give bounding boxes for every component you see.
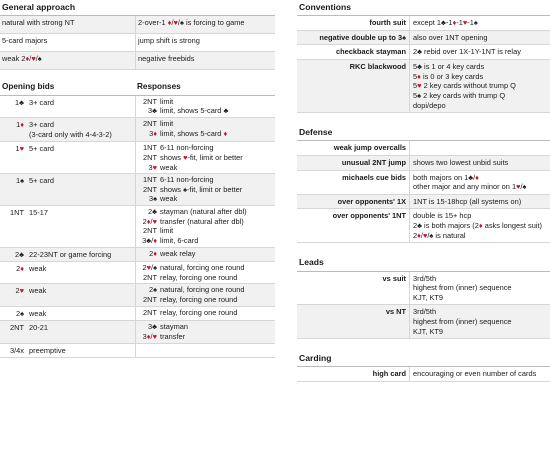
opening-bid: 2♥ xyxy=(15,286,24,296)
opening-bid-description xyxy=(26,248,135,262)
opening-bid-row xyxy=(0,96,275,118)
response-meaning: weak relay xyxy=(160,248,196,258)
conventions-row xyxy=(297,16,550,31)
defense-value xyxy=(409,141,550,155)
opening-bid-description xyxy=(26,118,135,141)
general-approach-cell: natural with strong NT xyxy=(2,18,75,28)
defense-label: weak jump overcalls xyxy=(333,143,406,153)
opening-bid: 1NT xyxy=(10,208,24,218)
responses-cell xyxy=(135,284,275,305)
opening-bid-description-line: 20-21 xyxy=(29,323,48,333)
conventions-value xyxy=(409,31,550,45)
carding-title: Carding xyxy=(297,351,550,367)
response-line xyxy=(136,119,275,129)
opening-bid-description xyxy=(26,174,135,205)
opening-bid: 1♦ xyxy=(16,120,24,130)
response-line xyxy=(136,129,275,139)
response-meaning: limit, shows 5-card ♣ xyxy=(160,106,229,116)
leads-value-line: KJT, KT9 xyxy=(413,326,444,336)
response-line xyxy=(136,97,275,107)
general-approach-cell: 5-card majors xyxy=(2,36,48,46)
opening-bid-description-line: preemptive xyxy=(29,345,66,355)
conventions-row xyxy=(297,60,550,113)
defense-row xyxy=(297,209,550,243)
opening-bid-description xyxy=(26,344,135,358)
response-meaning: natural, forcing one round xyxy=(160,285,245,295)
defense-value-line: 2♣ is both majors (2♦ asks longest suit) xyxy=(413,221,543,231)
conventions-row xyxy=(297,31,550,46)
response-meaning: transfer (natural after dbl) xyxy=(160,216,244,226)
opening-bid-description-line: weak xyxy=(29,308,47,318)
responses-cell xyxy=(135,344,275,358)
defense-value xyxy=(409,209,550,242)
opening-bid-description-line: 5+ card xyxy=(29,144,54,154)
responses-cell xyxy=(135,206,275,247)
conventions-value xyxy=(409,60,550,112)
carding-value-line: encouraging or even number of cards xyxy=(413,369,537,379)
response-bid: 2♥/♠ xyxy=(142,263,157,273)
opening-bid-row xyxy=(0,248,275,263)
response-bid: 3♣ xyxy=(148,106,157,116)
conventions-value-line: 5♣ is 1 or 4 key cards xyxy=(413,62,485,72)
response-meaning: shows ♥-fit, limit or better xyxy=(160,152,243,162)
response-meaning: natural, forcing one round xyxy=(160,263,245,273)
response-bid: 3♦ xyxy=(149,128,157,138)
response-line xyxy=(136,285,275,295)
conventions-label: fourth suit xyxy=(369,18,406,28)
general-approach-table xyxy=(0,16,275,70)
responses-cell xyxy=(135,262,275,283)
leads-value xyxy=(409,272,550,305)
defense-label: over opponents' 1NT xyxy=(332,211,406,221)
response-bid: 3♣/♦ xyxy=(142,235,157,245)
left-column xyxy=(0,0,275,358)
response-bid: 2NT xyxy=(143,307,157,317)
response-bid: 2NT xyxy=(143,226,157,236)
opening-bid-description-line: (3-card only with 4-4-3-2) xyxy=(29,129,112,139)
response-meaning: limit xyxy=(160,119,174,129)
response-bid: 3♣ xyxy=(148,322,157,332)
response-meaning: stayman xyxy=(160,322,189,332)
response-meaning: relay, forcing one round xyxy=(160,272,238,282)
conventions-value-line: 5♥ 2 key cards without trump Q xyxy=(413,81,516,91)
defense-label: unusual 2NT jump xyxy=(341,157,406,167)
defense-row xyxy=(297,141,550,156)
responses-cell xyxy=(135,142,275,173)
response-bid: 2NT xyxy=(143,119,157,129)
opening-bid-description xyxy=(26,284,135,305)
opening-bid: 2♦ xyxy=(16,264,24,274)
defense-value xyxy=(409,195,550,209)
response-meaning: weak xyxy=(160,162,178,172)
general-approach-row xyxy=(0,34,275,52)
response-meaning: relay, forcing one round xyxy=(160,295,238,305)
conventions-value xyxy=(409,16,550,30)
opening-bid-description-line: weak xyxy=(29,286,47,296)
response-line xyxy=(136,295,275,305)
defense-row xyxy=(297,171,550,195)
conventions-row xyxy=(297,45,550,60)
response-bid: 2NT xyxy=(143,96,157,106)
response-bid: 3♥ xyxy=(148,162,157,172)
carding-value xyxy=(409,367,550,381)
response-bid: 2NT xyxy=(143,272,157,282)
response-line xyxy=(136,236,275,246)
responses-cell xyxy=(135,118,275,141)
opening-bid: 2♠ xyxy=(15,308,24,318)
leads-value-line: 3rd/5th xyxy=(413,273,437,283)
leads-value-line: highest from (inner) sequence xyxy=(413,317,512,327)
opening-bid-description xyxy=(26,96,135,117)
opening-bids-table xyxy=(0,96,275,358)
response-line xyxy=(136,185,275,195)
opening-bid-description-line: 3+ card xyxy=(29,120,54,130)
defense-label: michaels cue bids xyxy=(342,172,406,182)
leads-value-line: 3rd/5th xyxy=(413,307,437,317)
response-line xyxy=(136,207,275,217)
conventions-value-line: 5♠ 2 key cards with trump Q xyxy=(413,90,506,100)
conventions-value-line: dopi/depo xyxy=(413,100,446,110)
response-line xyxy=(136,143,275,153)
opening-bid-description xyxy=(26,206,135,247)
opening-bid-description-line: 5+ card xyxy=(29,176,54,186)
carding-table xyxy=(297,367,550,382)
defense-label: over opponents' 1X xyxy=(337,196,406,206)
defense-table xyxy=(297,141,550,243)
opening-bid-row xyxy=(0,344,275,359)
leads-row xyxy=(297,305,550,339)
opening-bid-description xyxy=(26,321,135,342)
defense-value-line: double is 15+ hcp xyxy=(413,211,472,221)
opening-bid-row xyxy=(0,321,275,343)
general-approach-row xyxy=(0,52,275,70)
opening-bid-description-line: 22-23NT or game forcing xyxy=(29,249,112,259)
response-meaning: limit, 6-card xyxy=(160,235,199,245)
general-approach-title: General approach xyxy=(0,0,275,16)
response-line xyxy=(136,163,275,173)
conventions-value-line: also over 1NT opening xyxy=(413,32,488,42)
responses-cell xyxy=(135,96,275,117)
responses-cell xyxy=(135,307,275,321)
response-meaning: shows ♠-fit, limit or better xyxy=(160,184,243,194)
responses-cell xyxy=(135,174,275,205)
opening-bid: 3/4x xyxy=(9,345,24,355)
opening-bid: 1♣ xyxy=(15,97,24,107)
response-line xyxy=(136,332,275,342)
response-meaning: limit, shows 5-card ♦ xyxy=(160,128,228,138)
response-line xyxy=(136,273,275,283)
response-bid: 1NT xyxy=(143,143,157,153)
responses-cell xyxy=(135,248,275,262)
defense-row xyxy=(297,156,550,171)
response-bid: 2NT xyxy=(143,295,157,305)
response-line xyxy=(136,226,275,236)
response-meaning: 6-11 non-forcing xyxy=(160,175,214,185)
carding-label: high card xyxy=(372,369,406,379)
response-meaning: limit xyxy=(160,96,174,106)
defense-value-line: 1NT is 15-18hcp (all systems on) xyxy=(413,196,522,206)
response-bid: 3♠ xyxy=(148,194,157,204)
response-line xyxy=(136,263,275,273)
conventions-label: negative double up to 3♠ xyxy=(319,32,406,42)
opening-bid-row xyxy=(0,118,275,142)
general-approach-cell: 2-over-1 ♦/♥/♠ is forcing to game xyxy=(135,16,270,33)
conventions-value-line: except 1♣-1♦-1♥-1♠ xyxy=(413,18,478,28)
opening-bids-header xyxy=(0,80,275,96)
leads-title: Leads xyxy=(297,255,550,271)
response-bid: 2♣ xyxy=(148,207,157,217)
opening-bid-description-line: 15-17 xyxy=(29,208,48,218)
general-approach-cell: jump shift is strong xyxy=(135,34,270,51)
response-line xyxy=(136,217,275,227)
conventions-label: RKC blackwood xyxy=(349,62,406,72)
conventions-value xyxy=(409,45,550,59)
general-approach-cell: weak 2♦/♥/♠ xyxy=(2,54,42,64)
conventions-value-line: 5♦ is 0 or 3 key cards xyxy=(413,71,484,81)
leads-label: vs suit xyxy=(382,273,406,283)
response-line xyxy=(136,153,275,163)
leads-row xyxy=(297,272,550,306)
leads-value-line: KJT, KT9 xyxy=(413,292,444,302)
response-bid: 2♦ xyxy=(149,248,157,258)
opening-bid: 2NT xyxy=(10,323,24,333)
response-line xyxy=(136,322,275,332)
conventions-title: Conventions xyxy=(297,0,550,16)
leads-value-line: highest from (inner) sequence xyxy=(413,283,512,293)
response-bid: 2♠ xyxy=(148,285,157,295)
response-line xyxy=(136,106,275,116)
defense-value xyxy=(409,171,550,194)
right-column xyxy=(297,0,550,382)
opening-bid-row xyxy=(0,206,275,248)
defense-value-line: shows two lowest unbid suits xyxy=(413,157,509,167)
response-meaning: transfer xyxy=(160,331,186,341)
response-line xyxy=(136,308,275,318)
opening-bid-row xyxy=(0,262,275,284)
conventions-value-line: 2♣ rebid over 1X-1Y-1NT is relay xyxy=(413,47,521,57)
defense-title: Defense xyxy=(297,125,550,141)
carding-row xyxy=(297,367,550,382)
leads-value xyxy=(409,305,550,338)
response-bid: 2NT xyxy=(143,184,157,194)
response-meaning: limit xyxy=(160,226,174,236)
opening-bid-description xyxy=(26,142,135,173)
opening-bid-row xyxy=(0,174,275,206)
opening-bid-description-line: 3+ card xyxy=(29,97,54,107)
opening-bids-title: Opening bids xyxy=(2,82,55,92)
response-meaning: weak xyxy=(160,194,178,204)
response-meaning: 6-11 non-forcing xyxy=(160,143,214,153)
opening-bid-row xyxy=(0,142,275,174)
conventions-label: checkback stayman xyxy=(335,47,406,57)
general-approach-cell: negative freebids xyxy=(135,52,270,69)
response-line xyxy=(136,194,275,204)
defense-row xyxy=(297,195,550,210)
leads-table xyxy=(297,272,550,340)
opening-bid-row xyxy=(0,307,275,322)
conventions-table xyxy=(297,16,550,113)
opening-bid-description xyxy=(26,262,135,283)
responses-title: Responses xyxy=(137,82,181,92)
general-approach-row xyxy=(0,16,275,34)
response-meaning: stayman (natural after dbl) xyxy=(160,207,247,217)
defense-value-line: 2♦/♥/♠ is natural xyxy=(413,230,466,240)
opening-bid-description xyxy=(26,307,135,321)
defense-value-line: both majors on 1♣/♦ xyxy=(413,172,479,182)
opening-bid: 2♣ xyxy=(15,249,24,259)
leads-label: vs NT xyxy=(385,307,406,317)
response-line xyxy=(136,175,275,185)
defense-value xyxy=(409,156,550,170)
opening-bid-description-line: weak xyxy=(29,264,47,274)
opening-bid: 1♠ xyxy=(15,176,24,186)
opening-bid-row xyxy=(0,284,275,306)
response-bid: 3♦/♥ xyxy=(142,331,157,341)
response-bid: 2♦/♥ xyxy=(142,216,157,226)
response-bid: 2NT xyxy=(143,152,157,162)
responses-cell xyxy=(135,321,275,342)
response-meaning: relay, forcing one round xyxy=(160,307,238,317)
response-bid: 1NT xyxy=(143,175,157,185)
response-line xyxy=(136,249,275,259)
opening-bid: 1♥ xyxy=(15,144,24,154)
defense-value-line: other major and any minor on 1♥/♠ xyxy=(413,182,527,192)
